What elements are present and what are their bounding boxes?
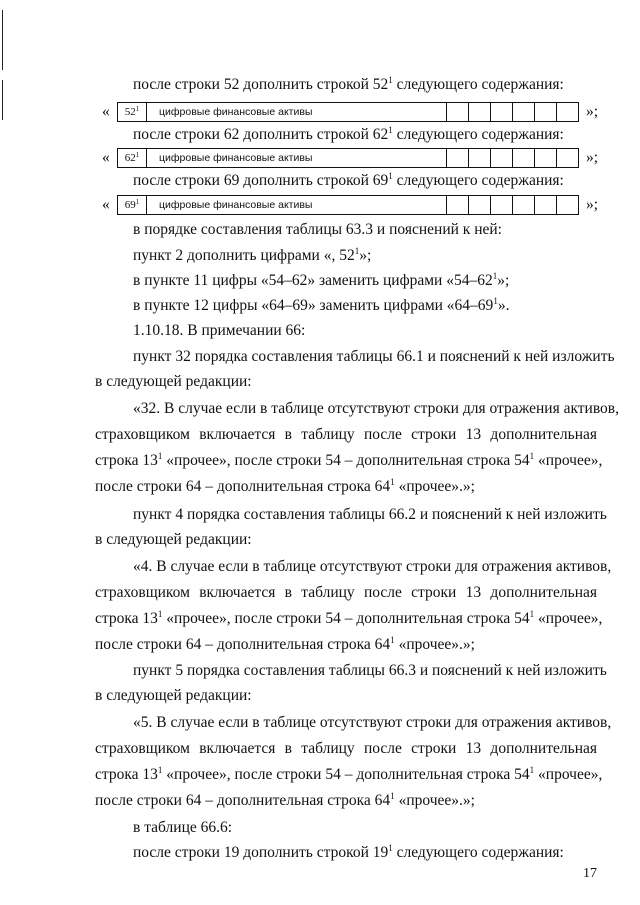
scan-margin-mark <box>2 10 3 70</box>
paragraph-item-5-intro-cont: в следующей редакции: <box>95 687 252 704</box>
empty-cell <box>446 196 468 214</box>
row-name-cell: цифровые финансовые активы <box>146 196 446 214</box>
row-name-cell: цифровые финансовые активы <box>146 149 446 167</box>
close-quote: »; <box>586 149 599 166</box>
table-row-cells <box>117 195 579 215</box>
section-heading-1-10-18: 1.10.18. В примечании 66: <box>133 322 306 339</box>
open-quote: « <box>102 196 110 213</box>
empty-cell <box>534 149 556 167</box>
paragraph-after-row-52: после строки 52 дополнить строкой $52^1$ следующего содержания: <box>133 75 564 93</box>
scan-margin-mark <box>2 80 3 120</box>
empty-cell <box>556 103 578 121</box>
table-row-69-1 <box>96 195 606 217</box>
empty-cell <box>468 103 490 121</box>
paragraph-table-66-6: в таблице 66.6: <box>133 819 233 836</box>
empty-cell <box>512 196 534 214</box>
paragraph-item-32-intro-cont: в следующей редакции: <box>95 373 252 390</box>
table-row-62-1 <box>96 148 606 170</box>
close-quote: »; <box>586 103 599 120</box>
quote-4-line-3: строка $13^1$ «прочее», после строки 54 – дополнительная строка $54^1$ «прочее», <box>95 609 603 627</box>
empty-cell <box>490 196 512 214</box>
page-number: 17 <box>583 866 597 881</box>
paragraph-item-11: в пункте 11 цифры «54–62» заменить цифрами «$54-62^1$»; <box>133 271 510 289</box>
empty-cell <box>512 103 534 121</box>
quote-4-line-2: страховщиком включается в таблицу после строки 13 дополнительная <box>95 584 597 601</box>
empty-cell <box>512 149 534 167</box>
open-quote: « <box>102 103 110 120</box>
close-quote: »; <box>586 196 599 213</box>
paragraph-after-row-69: после строки 69 дополнить строкой $69^1$ следующего содержания: <box>133 171 564 189</box>
table-row-cells <box>117 102 579 122</box>
paragraph-item-4-intro-cont: в следующей редакции: <box>95 531 252 548</box>
empty-cell <box>534 103 556 121</box>
paragraph-item-2: пункт 2 дополнить цифрами «, $52^1$»; <box>133 246 372 264</box>
quote-5-line-2: страховщиком включается в таблицу после строки 13 дополнительная <box>95 740 597 757</box>
row-number-cell: $62^1$ <box>124 151 140 164</box>
row-number-cell: $69^1$ <box>124 198 140 211</box>
quote-32-line-1: «32. В случае если в таблице отсутствуют строки для отражения активов, <box>133 400 620 417</box>
empty-cell <box>556 196 578 214</box>
empty-cell <box>446 149 468 167</box>
open-quote: « <box>102 149 110 166</box>
paragraph-order-63-3: в порядке составления таблицы 63.3 и пояснений к ней: <box>133 221 502 238</box>
empty-cell <box>468 196 490 214</box>
quote-4-line-4: после строки 64 – дополнительная строка $64^1$ «прочее».»; <box>95 635 475 653</box>
row-name-cell: цифровые финансовые активы <box>146 103 446 121</box>
empty-cell <box>534 196 556 214</box>
quote-32-line-2: страховщиком включается в таблицу после строки 13 дополнительная <box>95 426 597 443</box>
paragraph-item-32-intro: пункт 32 порядка составления таблицы 66.1 и пояснений к ней изложить <box>133 348 615 365</box>
row-number-cell: $52^1$ <box>124 105 140 118</box>
paragraph-after-row-19: после строки 19 дополнить строкой $19^1$ следующего содержания: <box>133 843 564 861</box>
paragraph-after-row-62: после строки 62 дополнить строкой $62^1$ следующего содержания: <box>133 125 564 143</box>
paragraph-item-4-intro: пункт 4 порядка составления таблицы 66.2 и пояснений к ней изложить <box>133 506 607 523</box>
empty-cell <box>556 149 578 167</box>
empty-cell <box>468 149 490 167</box>
table-row-cells <box>117 148 579 168</box>
table-row-52-1 <box>96 102 606 124</box>
empty-cell <box>446 103 468 121</box>
quote-5-line-1: «5. В случае если в таблице отсутствуют строки для отражения активов, <box>133 714 612 731</box>
quote-5-line-3: строка $13^1$ «прочее», после строки 54 – дополнительная строка $54^1$ «прочее», <box>95 765 603 783</box>
paragraph-item-5-intro: пункт 5 порядка составления таблицы 66.3 и пояснений к ней изложить <box>133 662 607 679</box>
quote-5-line-4: после строки 64 – дополнительная строка $64^1$ «прочее».»; <box>95 791 475 809</box>
quote-32-line-4: после строки 64 – дополнительная строка $64^1$ «прочее».»; <box>95 477 475 495</box>
quote-32-line-3: строка $13^1$ «прочее», после строки 54 – дополнительная строка $54^1$ «прочее», <box>95 451 603 469</box>
paragraph-item-12: в пункте 12 цифры «64–69» заменить цифрами «$64-69^1$». <box>133 296 510 314</box>
empty-cell <box>490 103 512 121</box>
quote-4-line-1: «4. В случае если в таблице отсутствуют строки для отражения активов, <box>133 558 612 575</box>
empty-cell <box>490 149 512 167</box>
